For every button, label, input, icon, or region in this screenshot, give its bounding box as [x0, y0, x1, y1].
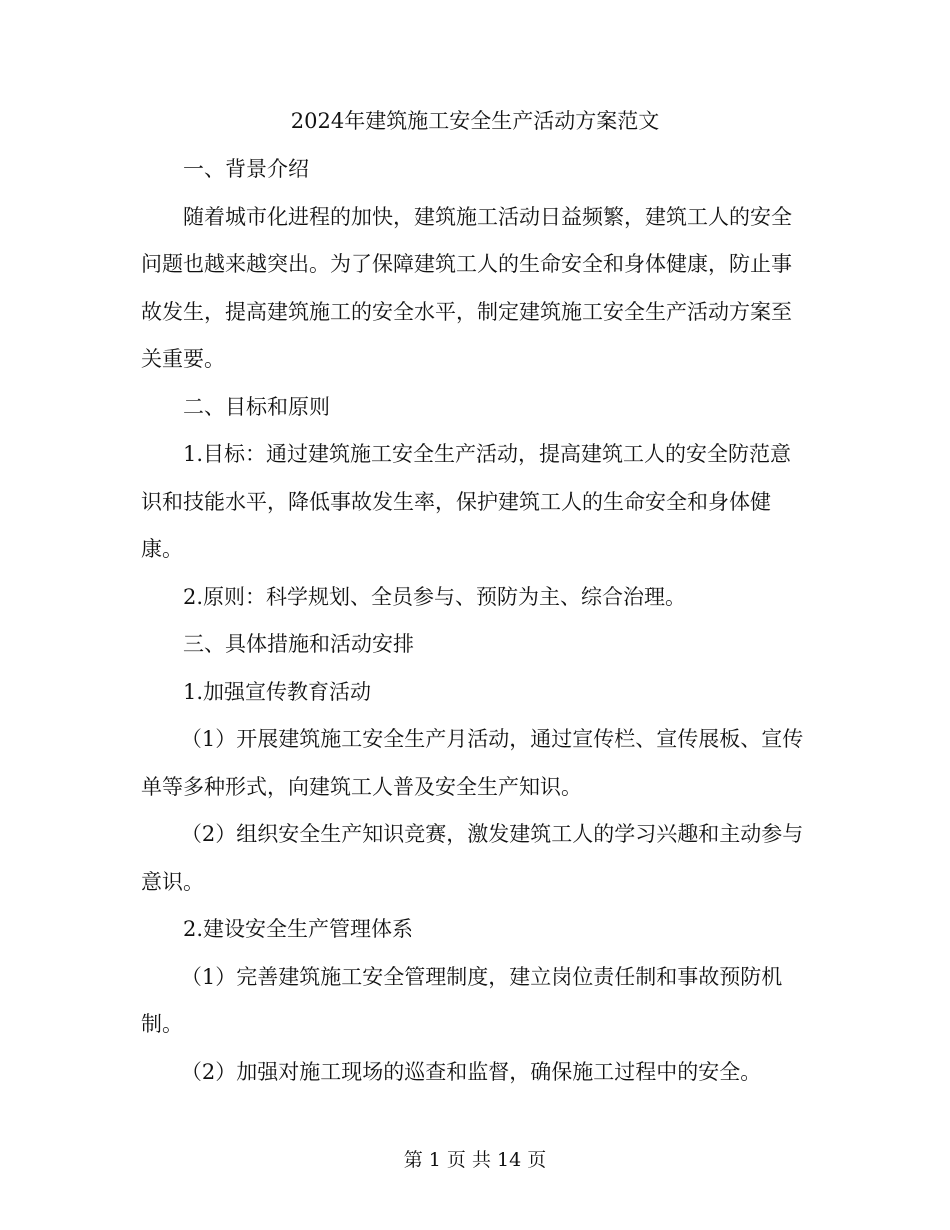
heading-background: 一、背景介绍 — [183, 157, 309, 181]
page-footer — [0, 1144, 950, 1176]
footer-current-page: 1 — [428, 1149, 441, 1171]
footer-total-pages: 14 — [497, 1149, 522, 1171]
heading-measures: 三、具体措施和活动安排 — [183, 632, 414, 656]
paragraph-background: 随着城市化进程的加快，建筑施工活动日益频繁，建筑工人的安全问题也越来越突出。为了保障建筑工人的生命安全和身体健康，防止事故发生，提高建筑施工的安全水平，制定建筑施工安全生产活动方案至关重要。 — [141, 204, 792, 371]
footer-page-word: 页 — [446, 1149, 466, 1171]
list-item-management-1: （1）完善建筑施工安全管理制度，建立岗位责任制和事故预防机制。 — [141, 964, 783, 1036]
subheading-management: 2.建设安全生产管理体系 — [183, 917, 414, 941]
list-item-education-2: （2）组织安全生产知识竞赛，激发建筑工人的学习兴趣和主动参与意识。 — [141, 822, 804, 894]
paragraph-principle: 2.原则：科学规划、全员参与、预防为主、综合治理。 — [183, 584, 687, 609]
document-body — [141, 146, 809, 1096]
heading-goals-principles: 二、目标和原则 — [183, 394, 330, 419]
document-title: 2024年建筑施工安全生产活动方案范文 — [290, 109, 660, 133]
paragraph-goal: 1.目标：通过建筑施工安全生产活动，提高建筑工人的安全防范意识和技能水平，降低事故发生率，保护建筑工人的生命安全和身体健康。 — [141, 442, 792, 561]
subheading-education: 1.加强宣传教育活动 — [183, 679, 372, 704]
footer-prefix: 第 — [403, 1149, 423, 1171]
footer-suffix: 页 — [527, 1149, 547, 1171]
list-item-education-1: （1）开展建筑施工安全生产月活动，通过宣传栏、宣传展板、宣传单等多种形式，向建筑工人普及安全生产知识。 — [141, 727, 804, 799]
list-item-management-2: （2）加强对施工现场的巡查和监督，确保施工过程中的安全。 — [180, 1059, 762, 1084]
footer-total-word: 共 — [471, 1149, 491, 1171]
